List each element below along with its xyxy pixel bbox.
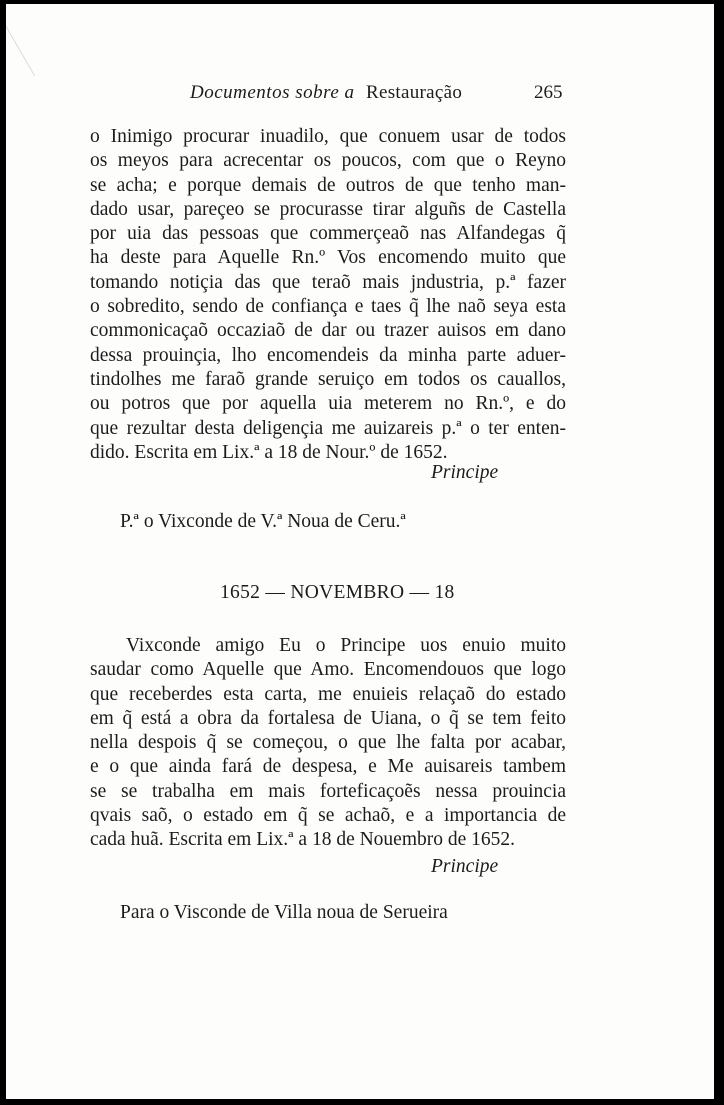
letter-1-addressee: P.ª o Vixconde de V.ª Noua de Ceru.ª [120,511,406,532]
text-line: cada huã. Escrita em Lix.ª a 18 de Nouembro de 1652. [90,829,516,851]
text-line: Vixconde amigo Eu o Principe uos enuio muito [126,635,566,656]
text-line: dado usar, pareçeo se procurasse tirar alguñs de Castella [90,198,566,220]
scan-edge-mark [0,6,75,76]
text-line: nella despois q̃ se começou, o que lhe falta por acabar, [90,732,566,754]
text-line: tindolhes me faraõ grande seruiço em todos os cauallos, [90,368,566,390]
text-line: se acha; e porque demais de outros de que tenho man- [90,174,566,196]
text-line: dessa prouinçia, lho encomendeis da minha parte aduer- [90,344,566,366]
text-line: em q̃ está a obra da fortalesa de Uiana, o q̃ se tem feito [90,707,566,729]
text-line: ou potros que por aquella uia meterem no Rn.º, e do [90,393,566,415]
text-line: commonicaçaõ occaziaõ de dar ou trazer auisos em dano [90,320,566,342]
letter-2-dateline: 1652 — NOVEMBRO — 18 [220,582,455,603]
text-line: dido. Escrita em Lix.ª a 18 de Nour.º de 1652. [90,441,448,463]
text-line: que rezultar desta deligençia me auizareis p.ª o ter enten- [90,417,566,439]
letter-2-signature: Principe [431,856,499,877]
page-number: 265 [534,82,563,103]
letter-2-body [90,634,566,853]
text-line: e o que ainda fará de despesa, e Me auisareis tambem [90,756,566,778]
text-line: que receberdes esta carta, me enuieis relaçaõ do estado [90,683,566,705]
text-line: ha deste para Aquelle Rn.º Vos encomendo muito que [90,247,566,269]
text-line: qvais saõ, o estado em q̃ se achaõ, e a importancia de [90,805,566,827]
letter-2-addressee: Para o Visconde de Villa noua de Serueira [120,902,448,923]
text-line: tomando notiçia das que teraõ mais jndustria, p.ª fazer [90,271,566,293]
document-page [6,4,714,1099]
text-line: os meyos para acrecentar os poucos, com que o Reyno [90,150,566,172]
text-line: o Inimigo procurar inuadilo, que conuem usar de todos [90,126,566,147]
text-line: se se trabalha em mais forteficaçoẽs nessa prouincia [90,780,566,802]
letter-1-body [90,125,566,465]
letter-1-signature: Principe [431,462,499,483]
running-title-italic: Documentos sobre a [190,82,355,103]
text-line: o sobredito, sendo de confiança e taes q̃ lhe naõ seya esta [90,296,566,318]
running-title: Restauração [366,82,463,103]
text-line: por uia das pessoas que commerçeaõ nas Alfandegas q̃ [90,223,566,245]
text-line: saudar como Aquelle que Amo. Encomendouos que logo [90,659,566,681]
